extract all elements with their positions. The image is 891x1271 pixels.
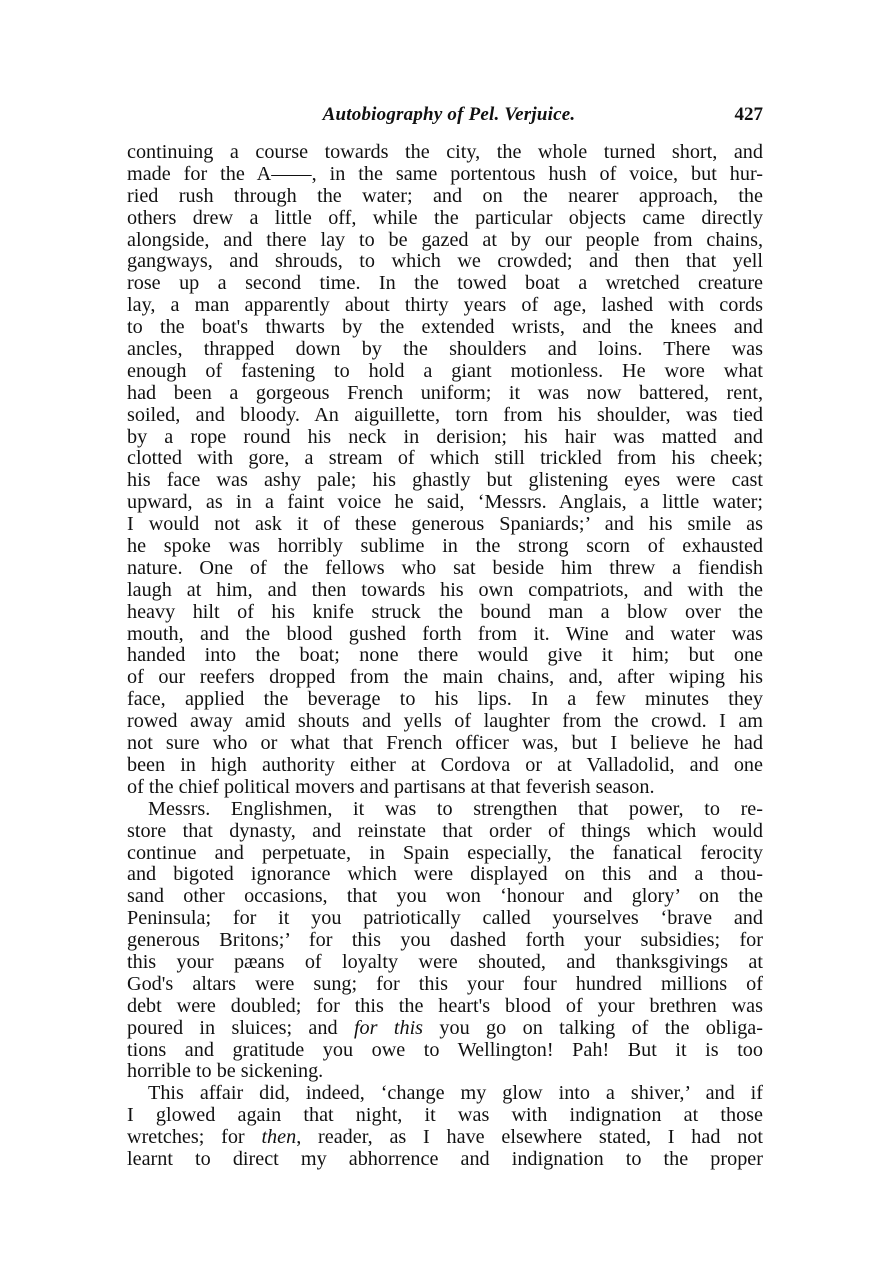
text-line: ried rush through the water; and on the nearer approach, the xyxy=(127,184,763,207)
text-line: heavy hilt of his knife struck the bound man a blow over the xyxy=(127,600,763,623)
text-line: he spoke was horribly sublime in the strong scorn of exhausted xyxy=(127,535,763,558)
body-text xyxy=(127,142,763,1171)
text-line: continuing a course towards the city, the whole turned short, and xyxy=(127,141,763,163)
text-run: , reader, as I have elsewhere stated, I had not xyxy=(296,1126,763,1149)
text-line: mouth, and the blood gushed forth from it. Wine and water was xyxy=(127,622,763,645)
text-line: alongside, and there lay to be gazed at by our people from chains, xyxy=(127,228,763,251)
text-line: Messrs. Englishmen, it was to strengthen that power, to re- xyxy=(148,797,763,820)
text-line: learnt to direct my abhorrence and indignation to the proper xyxy=(127,1147,763,1170)
emphasis-run: for this xyxy=(353,1016,424,1039)
text-line: rowed away amid shouts and yells of laughter from the crowd. I am xyxy=(127,710,763,733)
text-line: ancles, thrapped down by the shoulders and loins. There was xyxy=(127,338,763,361)
page-number: 427 xyxy=(734,104,763,125)
text-line: by a rope round his neck in derision; his hair was matted and xyxy=(127,425,763,448)
paragraph-2 xyxy=(127,799,763,1084)
text-line: face, applied the beverage to his lips. In a few minutes they xyxy=(127,688,763,711)
text-line: This affair did, indeed, ‘change my glow into a shiver,’ and if xyxy=(148,1082,763,1105)
text-line: tions and gratitude you owe to Wellington! Pah! But it is too xyxy=(127,1038,763,1061)
text-line: Peninsula; for it you patriotically called yourselves ‘brave and xyxy=(127,907,763,930)
text-line: debt were doubled; for this the heart's blood of your brethren was xyxy=(127,994,763,1017)
text-line: others drew a little off, while the particular objects came directly xyxy=(127,206,763,229)
text-line: continue and perpetuate, in Spain especially, the fanatical ferocity xyxy=(127,841,763,864)
text-line: had been a gorgeous French uniform; it was now battered, rent, xyxy=(127,381,763,404)
running-title: Autobiography of Pel. Verjuice. xyxy=(322,104,576,125)
text-line: I would not ask it of these generous Spaniards;’ and his smile as xyxy=(127,513,763,536)
text-line: sand other occasions, that you won ‘honour and glory’ on the xyxy=(127,885,763,908)
paragraph-1 xyxy=(127,142,763,799)
text-line: his face was ashy pale; his ghastly but glistening eyes were cast xyxy=(127,469,763,492)
running-head xyxy=(127,104,763,130)
text-run: poured in sluices; and xyxy=(127,1016,354,1039)
text-line: store that dynasty, and reinstate that order of things which would xyxy=(127,819,763,842)
text-line: soiled, and bloody. An aiguillette, torn from his shoulder, was tied xyxy=(127,403,763,426)
text-line: handed into the boat; none there would give it him; but one xyxy=(127,644,763,667)
text-line: God's altars were sung; for this your four hundred millions of xyxy=(127,972,763,995)
text-line: upward, as in a faint voice he said, ‘Messrs. Anglais, a little water; xyxy=(127,491,763,514)
text-line: laugh at him, and then towards his own compatriots, and with the xyxy=(127,578,763,601)
text-line: not sure who or what that French officer was, but I believe he had xyxy=(127,732,763,755)
text-line: and bigoted ignorance which were displayed on this and a thou- xyxy=(127,863,763,886)
text-line: generous Britons;’ for this you dashed forth your subsidies; for xyxy=(127,929,763,952)
text-line: this your pæans of loyalty were shouted, and thanksgivings at xyxy=(127,950,763,973)
text-line: of the chief political movers and partisans at that feverish season. xyxy=(127,775,655,798)
text-line xyxy=(127,1018,763,1040)
text-run: you go on talking of the obliga- xyxy=(423,1016,763,1039)
text-line: I glowed again that night, it was with indignation at those xyxy=(127,1104,763,1127)
emphasis-run: then xyxy=(261,1126,297,1149)
text-line: been in high authority either at Cordova or at Valladolid, and one xyxy=(127,753,763,776)
paragraph-3 xyxy=(127,1083,763,1171)
text-line: gangways, and shrouds, to which we crowded; and then that yell xyxy=(127,250,763,273)
text-line: clotted with gore, a stream of which still trickled from his cheek; xyxy=(127,447,763,470)
text-line: of our reefers dropped from the main chains, and, after wiping his xyxy=(127,666,763,689)
text-line: nature. One of the fellows who sat beside him threw a fiendish xyxy=(127,556,763,579)
text-line: horrible to be sickening. xyxy=(127,1060,324,1083)
text-line: made for the A——, in the same portentous hush of voice, but hur- xyxy=(127,162,763,185)
text-line: lay, a man apparently about thirty years of age, lashed with cords xyxy=(127,294,763,317)
text-line xyxy=(127,1127,763,1149)
text-line: to the boat's thwarts by the extended wrists, and the knees and xyxy=(127,316,763,339)
text-run: wretches; for xyxy=(127,1126,262,1149)
text-line: enough of fastening to hold a giant motionless. He wore what xyxy=(127,359,763,382)
text-line: rose up a second time. In the towed boat a wretched creature xyxy=(127,272,763,295)
